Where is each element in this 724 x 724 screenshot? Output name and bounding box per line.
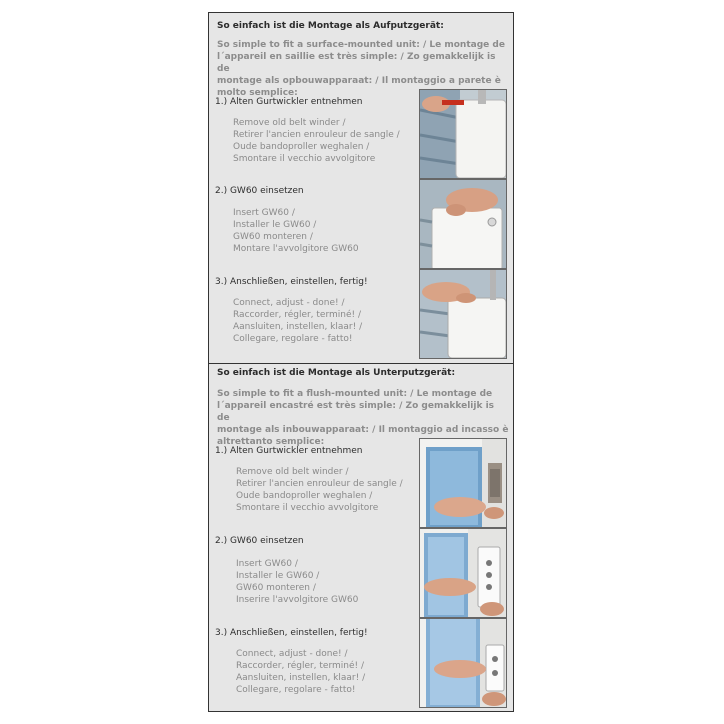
step-3-heading: 3.) Anschließen, einstellen, fertig! — [215, 628, 368, 638]
step-1-text: Remove old belt winder / Retirer l'ancien enrouleur de sangle / Oude bandoproller weghalen / Smontare il vecchio avvolgitore — [236, 467, 403, 513]
section-title: So einfach ist die Montage als Aufputzgerät: — [217, 21, 444, 31]
surface-mount-section — [209, 13, 513, 364]
step-2-text: Insert GW60 / Installer le GW60 / GW60 monteren / Inserire l'avvolgitore GW60 — [236, 559, 359, 605]
section-intro: So simple to fit a surface-mounted unit: / Le montage de l´appareil en saillie est très simple: / Zo gemakkelijk is de montage als opbouwapparaat: / Il montaggio a parete è molto semplice: — [217, 40, 505, 98]
instruction-sheet — [208, 12, 514, 712]
step-3-heading: 3.) Anschließen, einstellen, fertig! — [215, 277, 368, 287]
remove-winder-photo — [419, 438, 507, 528]
remove-winder-photo — [419, 89, 507, 179]
step-1-heading: 1.) Alten Gurtwickler entnehmen — [215, 446, 363, 456]
flush-mount-section — [209, 364, 513, 711]
section-title: So einfach ist die Montage als Unterputzgerät: — [217, 368, 456, 378]
connect-adjust-photo — [419, 618, 507, 708]
step-2-text: Insert GW60 / Installer le GW60 / GW60 monteren / Montare l'avvolgitore GW60 — [233, 208, 359, 254]
step-2-heading: 2.) GW60 einsetzen — [215, 536, 304, 546]
insert-gw60-photo — [419, 528, 507, 618]
insert-gw60-photo — [419, 179, 507, 269]
section-intro: So simple to fit a flush-mounted unit: / Le montage de l´appareil encastré est très simple: / Zo gemakkelijk is de montage als inbouwapparaat: / Il montaggio ad incasso è altrettanto semplice: — [217, 389, 509, 447]
connect-adjust-photo — [419, 269, 507, 359]
step-3-text: Connect, adjust - done! / Raccorder, régler, terminé! / Aansluiten, instellen, klaar! / Collegare, regolare - fatto! — [236, 649, 366, 695]
step-1-text: Remove old belt winder / Retirer l'ancien enrouleur de sangle / Oude bandoproller weghalen / Smontare il vecchio avvolgitore — [233, 118, 400, 164]
step-3-text: Connect, adjust - done! / Raccorder, régler, terminé! / Aansluiten, instellen, klaar! / Collegare, regolare - fatto! — [233, 298, 363, 344]
step-1-heading: 1.) Alten Gurtwickler entnehmen — [215, 97, 363, 107]
step-2-heading: 2.) GW60 einsetzen — [215, 186, 304, 196]
